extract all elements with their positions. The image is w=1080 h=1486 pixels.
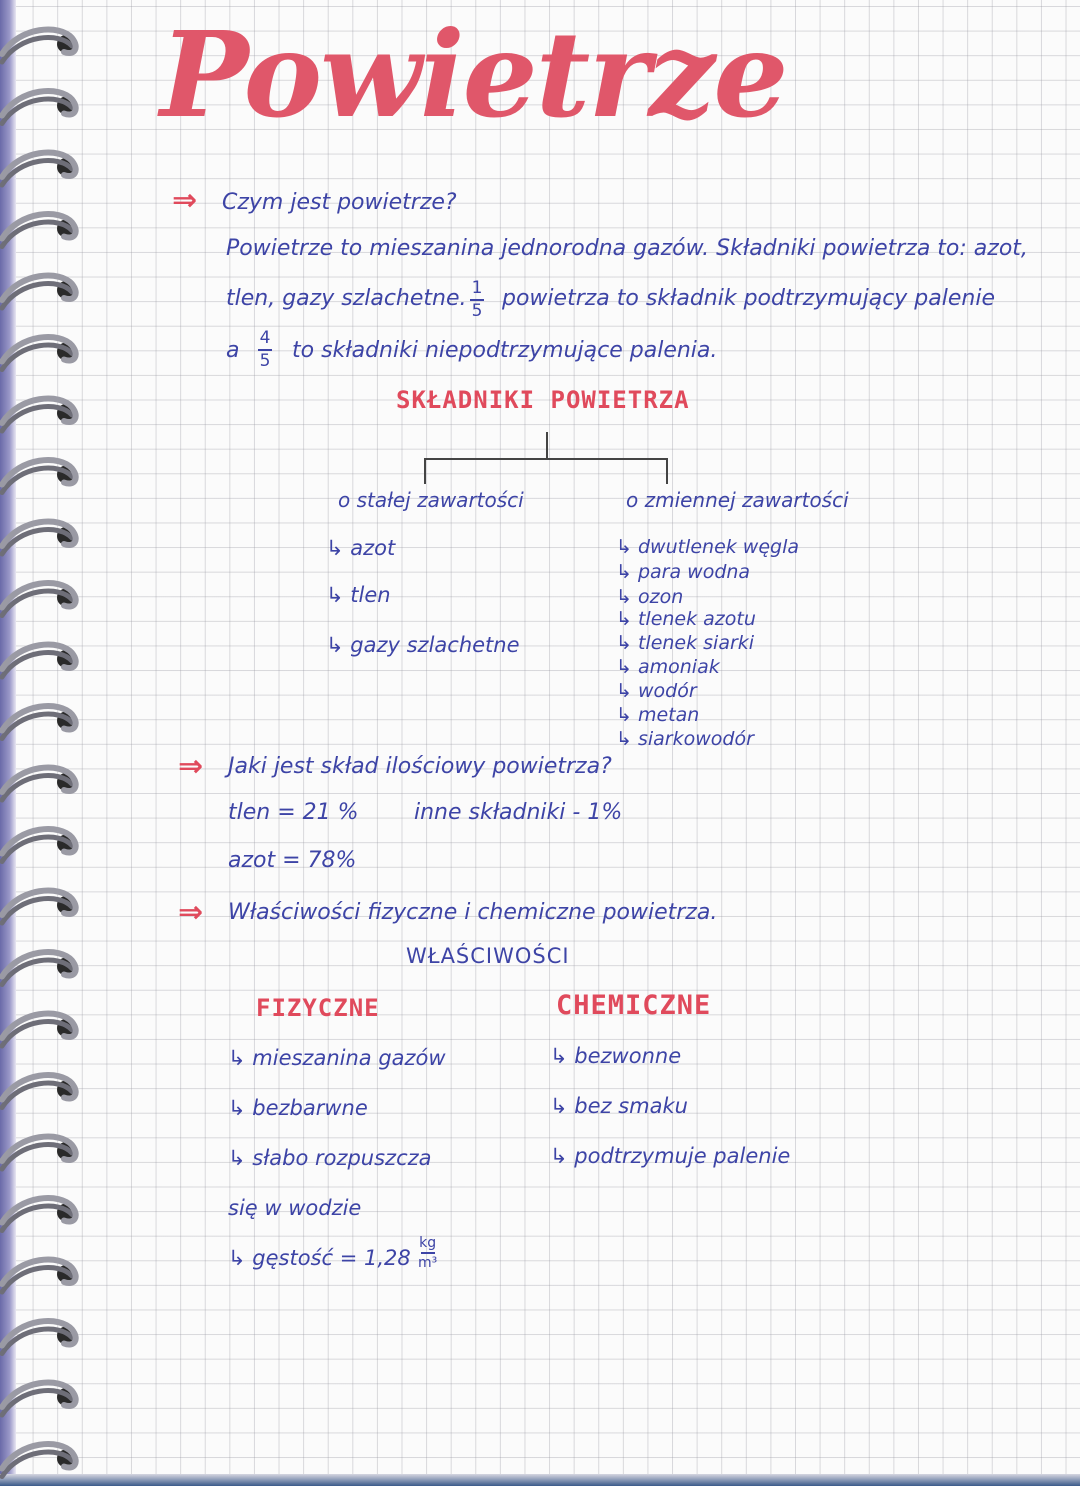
spiral-ring — [2, 1383, 76, 1415]
chemical-item-3: ↳ podtrzymuje palenie — [550, 1144, 791, 1168]
spiral-ring — [2, 153, 76, 185]
spiral-ring — [2, 522, 76, 554]
spiral-ring — [2, 952, 76, 984]
nitrogen-percent: azot = 78% — [228, 848, 357, 873]
intro-line-3b: to składniki niepodtrzymujące palenia. — [292, 338, 718, 363]
variable-item-1: ↳ dwutlenek węgla — [616, 536, 800, 558]
fraction-denominator: 5 — [259, 350, 271, 371]
spiral-ring — [2, 30, 76, 62]
tree-stem — [546, 432, 548, 460]
spiral-ring — [2, 1075, 76, 1107]
constant-item-text: tlen — [350, 583, 391, 607]
unit-denominator: m³ — [418, 1254, 438, 1271]
page-bottom-edge — [0, 1474, 1080, 1486]
variable-item-9: ↳ siarkowodór — [616, 728, 754, 750]
physical-heading: FIZYCZNE — [256, 994, 380, 1022]
spiral-ring — [2, 829, 76, 861]
physical-item-text: gęstość = 1,28 — [252, 1246, 411, 1270]
oxygen-percent: tlen = 21 % — [228, 800, 359, 825]
fraction-numerator: 1 — [471, 278, 483, 298]
spiral-binding — [0, 0, 90, 1486]
variable-item-text: dwutlenek węgla — [637, 536, 800, 558]
spiral-ring — [2, 706, 76, 738]
variable-item-4: ↳ tlenek azotu — [616, 608, 756, 630]
tree-right-leg — [666, 458, 668, 484]
question-properties: Właściwości fizyczne i chemiczne powietrza. — [228, 900, 718, 925]
fraction-one-fifth — [470, 280, 484, 320]
spiral-ring — [2, 1198, 76, 1230]
fraction-four-fifths — [258, 330, 272, 370]
tree-branch — [424, 458, 668, 460]
variable-content-label: o zmiennej zawartości — [626, 488, 849, 512]
spiral-ring — [2, 583, 76, 615]
unit-numerator: kg — [419, 1235, 437, 1251]
others-percent: inne składniki - 1% — [414, 800, 623, 825]
spiral-ring — [2, 276, 76, 308]
spiral-ring — [2, 891, 76, 923]
spiral-ring — [2, 399, 76, 431]
variable-item-text: metan — [637, 704, 700, 726]
arrow-icon: ⇒ — [178, 895, 204, 930]
fraction-numerator: 4 — [259, 328, 271, 348]
chemical-item-text: bezwonne — [574, 1044, 682, 1068]
constant-content-label: o stałej zawartości — [338, 488, 524, 512]
variable-item-text: tlenek azotu — [637, 608, 756, 630]
variable-item-2: ↳ para wodna — [616, 561, 751, 583]
intro-line-2a: tlen, gazy szlachetne. — [226, 286, 467, 311]
spiral-ring — [2, 1260, 76, 1292]
chemical-item-2: ↳ bez smaku — [550, 1094, 688, 1118]
density-unit — [418, 1236, 437, 1270]
constant-item-text: gazy szlachetne — [350, 633, 520, 657]
constant-item-3: ↳ gazy szlachetne — [326, 633, 520, 657]
variable-item-text: tlenek siarki — [637, 632, 755, 654]
physical-item-text: bezbarwne — [252, 1096, 368, 1120]
variable-item-text: amoniak — [637, 656, 720, 678]
variable-item-8: ↳ metan — [616, 704, 700, 726]
spiral-ring — [2, 768, 76, 800]
spiral-ring — [2, 337, 76, 369]
variable-item-text: siarkowodór — [637, 728, 754, 750]
spiral-ring — [2, 91, 76, 123]
tree-left-leg — [424, 458, 426, 484]
chemical-heading: CHEMICZNE — [556, 990, 712, 1021]
physical-item-3-cont: się w wodzie — [228, 1196, 362, 1220]
question-composition: Jaki jest skład ilościowy powietrza? — [228, 754, 612, 779]
variable-item-6: ↳ amoniak — [616, 656, 720, 678]
constant-item-2: ↳ tlen — [326, 583, 391, 607]
spiral-ring — [2, 214, 76, 246]
constant-item-text: azot — [350, 536, 396, 560]
chemical-item-1: ↳ bezwonne — [550, 1044, 682, 1068]
fraction-denominator: 5 — [471, 300, 483, 321]
properties-heading: WŁAŚCIWOŚCI — [406, 944, 570, 968]
variable-item-text: para wodna — [637, 561, 751, 583]
question-what-is-air: Czym jest powietrze? — [222, 190, 457, 215]
intro-line-2b: powietrza to składnik podtrzymujący palenie — [502, 286, 995, 311]
constant-item-1: ↳ azot — [326, 536, 396, 560]
variable-item-3: ↳ ozon — [616, 586, 684, 608]
physical-item-1: ↳ mieszanina gazów — [228, 1046, 446, 1070]
physical-item-text: słabo rozpuszcza — [252, 1146, 432, 1170]
arrow-icon: ⇒ — [172, 183, 198, 218]
arrow-icon: ⇒ — [178, 749, 204, 784]
spiral-ring — [2, 1014, 76, 1046]
variable-item-5: ↳ tlenek siarki — [616, 632, 755, 654]
spiral-ring — [2, 1321, 76, 1353]
spiral-ring — [2, 1137, 76, 1169]
variable-item-7: ↳ wodór — [616, 680, 697, 702]
physical-item-3: ↳ słabo rozpuszcza — [228, 1146, 432, 1170]
spiral-ring — [2, 460, 76, 492]
variable-item-text: wodór — [637, 680, 697, 702]
physical-item-text: mieszanina gazów — [252, 1046, 446, 1070]
chemical-item-text: podtrzymuje palenie — [574, 1144, 791, 1168]
intro-line-3a: a — [226, 338, 240, 363]
physical-item-2: ↳ bezbarwne — [228, 1096, 368, 1120]
variable-item-text: ozon — [637, 586, 684, 608]
page-title: Powietrze — [160, 5, 787, 144]
intro-line-1: Powietrze to mieszanina jednorodna gazów. Składniki powietrza to: azot, — [226, 236, 1028, 261]
spiral-ring — [2, 645, 76, 677]
physical-item-4: ↳ gęstość = 1,28 — [228, 1246, 411, 1270]
chemical-item-text: bez smaku — [574, 1094, 688, 1118]
spiral-ring — [2, 1444, 76, 1476]
components-heading: SKŁADNIKI POWIETRZA — [396, 386, 690, 414]
